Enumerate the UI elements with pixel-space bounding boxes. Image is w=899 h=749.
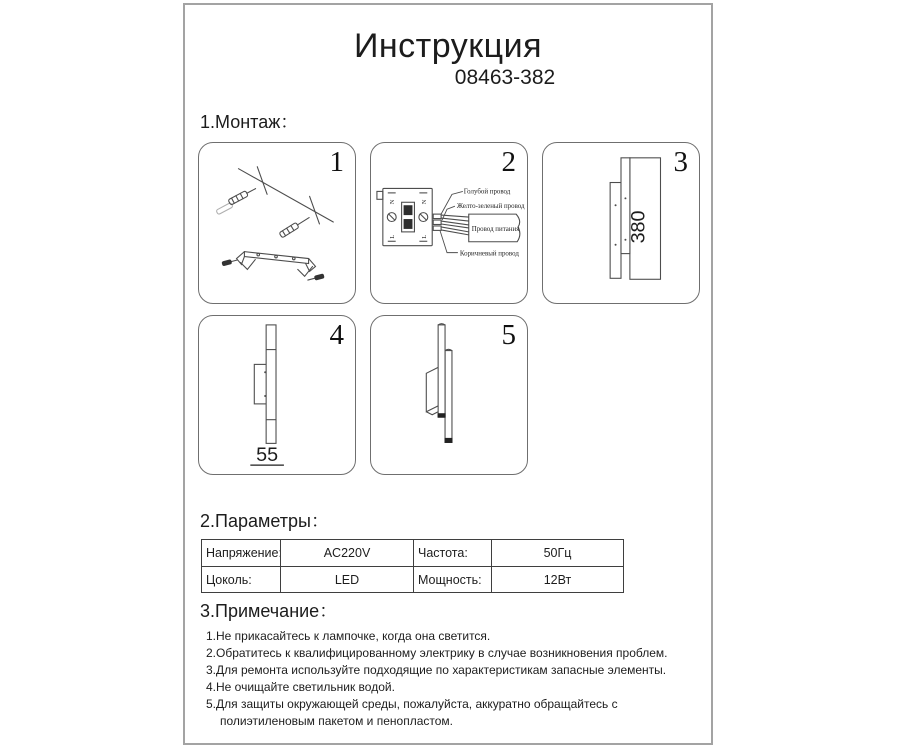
- height-dimension-label: 380: [627, 210, 650, 244]
- terminal-label-l-right: L: [420, 234, 428, 239]
- note-item-5: 5.Для защиты окружающей среды, пожалуйста, аккуратно обращайтесь с: [206, 697, 618, 711]
- montage-step-1-panel: [198, 142, 356, 304]
- param-label-socket: Цоколь:: [202, 566, 280, 592]
- param-label-power: Мощность:: [413, 566, 491, 592]
- montage-step-3-panel: [542, 142, 700, 304]
- note-item-1: 1.Не прикасайтесь к лампочке, когда она светится.: [206, 629, 491, 643]
- parameters-table: [201, 539, 624, 593]
- montage-step-5-panel: [370, 315, 528, 475]
- terminal-label-n-right: N: [420, 199, 428, 205]
- step-number: 1: [329, 146, 344, 178]
- step-number: 4: [329, 319, 344, 351]
- section-heading-params: 2.Параметры：: [200, 511, 329, 531]
- param-value-power: 12Вт: [491, 566, 623, 592]
- terminal-label-l-left: L: [389, 234, 397, 239]
- step-number: 3: [673, 146, 688, 178]
- note-item-3: 3.Для ремонта используйте подходящие по характеристикам запасные элементы.: [206, 663, 667, 677]
- wire-label-yellow-green: Желто-зеленый провод: [456, 203, 525, 211]
- step-number: 2: [501, 146, 516, 178]
- param-label-voltage: Напряжение:: [206, 546, 282, 560]
- note-item-2: 2.Обратитесь к квалифицированному электрику в случае возникновения проблем.: [206, 646, 668, 660]
- depth-dimension-label: 55: [256, 444, 279, 467]
- notes-list: [206, 628, 711, 730]
- param-value-frequency: 50Гц: [491, 540, 623, 566]
- section-heading-montage: 1.Монтаж：: [200, 112, 299, 132]
- param-label-frequency: Частота:: [413, 540, 491, 566]
- param-value-socket: LED: [280, 566, 413, 592]
- montage-step-4-panel: [198, 315, 356, 475]
- page-title: Инструкция: [353, 27, 543, 65]
- instruction-page: [183, 3, 713, 745]
- step-number: 5: [501, 319, 516, 351]
- montage-step-2-panel: [370, 142, 528, 304]
- note-item-4: 4.Не очищайте светильник водой.: [206, 680, 395, 694]
- param-value-voltage: AC220V: [280, 540, 413, 566]
- wire-label-blue: Голубой провод: [463, 188, 511, 196]
- wire-label-brown: Коричневый провод: [459, 250, 519, 258]
- model-number: 08463-382: [454, 66, 556, 89]
- wire-label-power: Провод питания: [471, 225, 520, 233]
- note-item-5-continued: полиэтиленовым пакетом и пенопластом.: [220, 714, 453, 728]
- terminal-label-n-left: N: [389, 199, 397, 205]
- section-heading-notes: 3.Примечание：: [200, 601, 338, 621]
